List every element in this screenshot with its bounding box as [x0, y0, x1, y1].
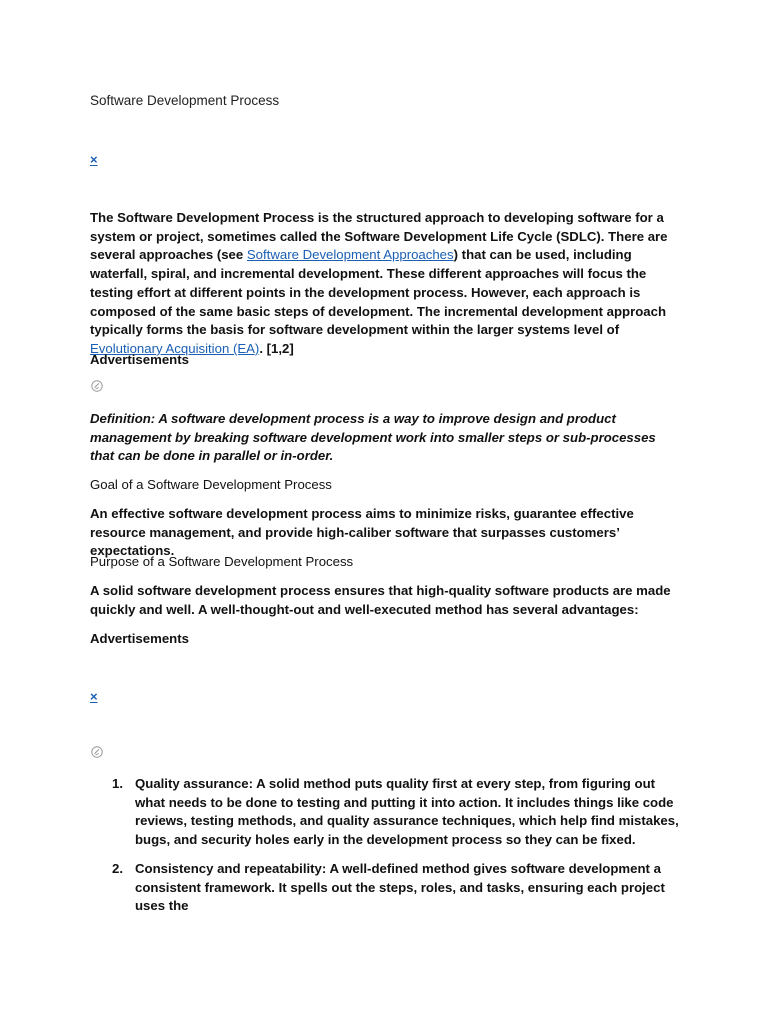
- list-item-number: 1.: [112, 776, 123, 791]
- list-item: [90, 860, 680, 916]
- ad-close-button[interactable]: [90, 690, 98, 704]
- adchoices-icon[interactable]: [91, 746, 103, 758]
- intro-text-part-3: . [1,2]: [259, 340, 294, 356]
- software-development-approaches-link[interactable]: Software Development Approaches: [246, 247, 454, 263]
- advantages-list: [90, 775, 680, 926]
- definition-paragraph: Definition: A software development process is a way to improve design and product management by breaking software development work into smaller steps or sub-processes that can be done in parallel or in-order.: [90, 411, 656, 464]
- adchoices-icon[interactable]: [91, 380, 103, 392]
- intro-text-part-1: The Software Development Process is the structured approach to developing software for a system or project, sometimes called the Software Development Life Cycle (SDLC). There are several approaches (see: [90, 210, 668, 263]
- list-item-text: Quality assurance: A solid method puts quality first at every step, from figuring out what needs to be done to testing and putting it into action. It includes things like code reviews, testing methods, and quality assurance techniques, which help find mistakes, bugs, and security holes early in the development process so they can be fixed.: [135, 776, 679, 848]
- close-icon[interactable]: ×: [90, 152, 98, 167]
- purpose-paragraph: A solid software development process ensures that high-quality software products are made quickly and well. A well-thought-out and well-executed method has several advantages:: [90, 583, 671, 617]
- goal-heading: Goal of a Software Development Process: [90, 477, 332, 492]
- intro-paragraph: [90, 209, 680, 359]
- intro-text-part-2: ) that can be used, including waterfall, spiral, and incremental development. These different approaches will focus the testing effort at different points in the development process. However, each approach is composed of the same basic steps of development. The incremental development approach typically forms the basis for software development within the larger systems level of: [90, 247, 667, 338]
- document-title: Software Development Process: [90, 93, 280, 108]
- advertisements-label: Advertisements: [90, 631, 189, 646]
- list-item-number: 2.: [112, 860, 123, 876]
- purpose-heading: Purpose of a Software Development Process: [90, 554, 354, 569]
- evolutionary-acquisition-link[interactable]: Evolutionary Acquisition (EA): [90, 340, 260, 356]
- list-item-text: Consistency and repeatability: A well-defined method gives software development a consistent framework. It spells out the steps, roles, and tasks, ensuring each project uses the: [135, 860, 665, 914]
- list-item: [90, 775, 680, 850]
- ad-close-button[interactable]: [90, 153, 98, 167]
- advertisements-label: Advertisements: [90, 352, 189, 367]
- close-icon[interactable]: ×: [90, 689, 98, 704]
- goal-paragraph: An effective software development process aims to minimize risks, guarantee effective resource management, and provide high-caliber software that surpasses customers’ expectations.: [90, 506, 634, 559]
